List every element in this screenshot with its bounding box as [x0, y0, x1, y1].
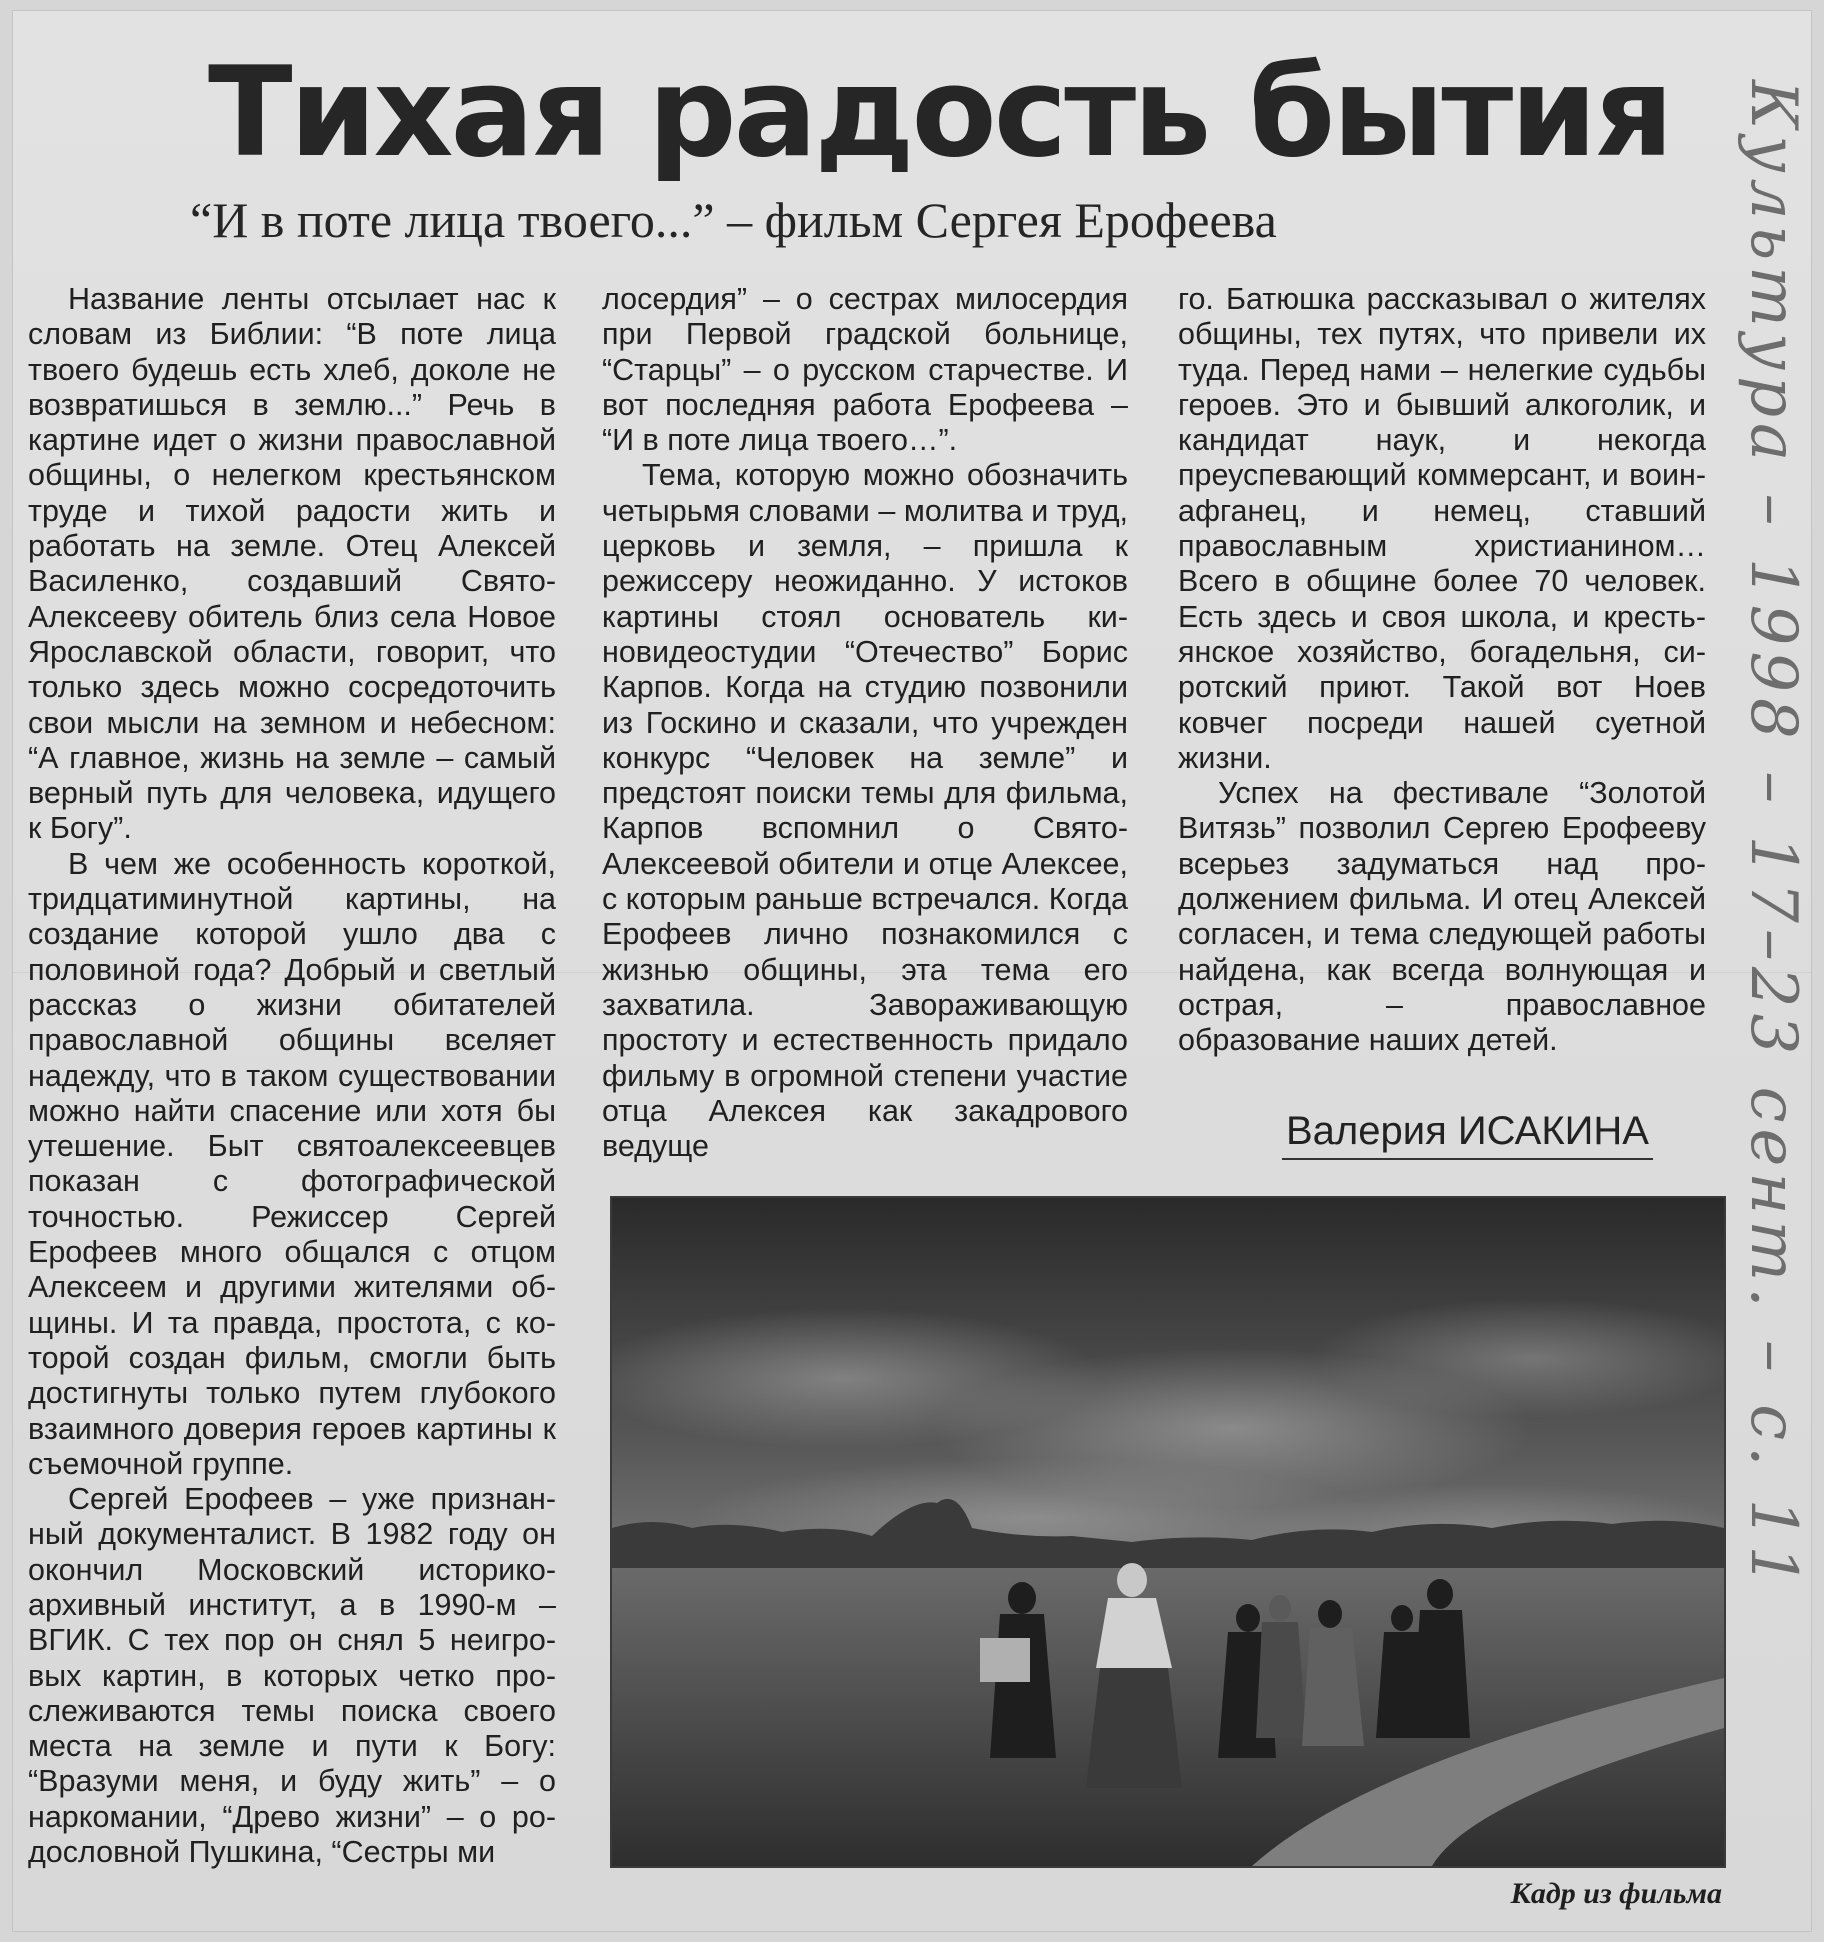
film-still-image	[612, 1198, 1724, 1866]
handwritten-source-note: Культура – 1998 – 17–23 сент. – с. 11	[1736, 80, 1810, 1593]
subheadline: “И в поте лица твоего...” – фильм Сергея Ерофеева	[190, 192, 1277, 248]
paragraph: го. Батюшка рассказывал о жителях общины, тех путях, что привели их туда. Перед нами – нелегкие судьбы героев. Это и бывший алкоголик, и кандидат наук, и некогда преуспевающий коммерсант, и воин-афганец, и немец, ставший православным христианином… Всего в общине более 70 человек. Есть здесь и своя школа, и крестьянское хозяйство, богадельня, сиротский приют. Такой вот Ноев ковчег посреди нашей суетной жизни.	[1178, 282, 1706, 775]
photo-caption: Кадр из фильма	[1510, 1877, 1722, 1910]
article-column-1	[28, 282, 556, 1870]
film-still-photo	[610, 1196, 1726, 1868]
paragraph: лосердия” – о сестрах милосердия при Первой градской больнице, “Старцы” – о русском старчестве. И вот последняя работа Ерофеева – “И в поте лица твоего…”.	[602, 282, 1128, 458]
handwritten-annotation	[1660, 80, 1820, 1593]
paragraph: Успех на фестивале “Золотой Витязь” позволил Сергею Ерофееву всерьез задуматься над продолжением фильма. И отец Алексей согласен, и тема следующей работы найдена, как всегда волнующая и острая, – православное образование наших детей.	[1178, 776, 1706, 1058]
paragraph: Тема, которую можно обозначить четырьмя словами – молитва и труд, церковь и земля, – пришла к режиссеру неожиданно. У истоков картины стоял основатель киновидеостудии “Отечество” Борис Карпов. Когда на студию позвонили из Госкино и сказали, что учрежден конкурс “Человек на земле” и предстоят поиски темы для фильма, Карпов вспомнил о Свято-Алексеевой обители и отце Алексее, с которым раньше встречался. Когда Ерофеев лично познакомился с жизнью общины, эта тема его захватила. Завораживающую простоту и естественность придало фильму в огромной степени участие отца Алексея как закадрового ведуще	[602, 458, 1128, 1164]
paragraph: Название ленты отсылает нас к словам из Библии: “В поте лица твоего будешь есть хлеб, доколе не возвратишься в землю...” Речь в картине идет о жизни православной общины, о нелегком крестьянском труде и тихой радости жить и работать на земле. Отец Алексей Василенко, создавший Свято-Алексееву обитель близ села Новое Ярославской области, говорит, что только здесь можно сосредоточить свои мысли на земном и небесном: “А главное, жизнь на земле – самый верный путь для человека, идущего к Богу”.	[28, 282, 556, 846]
author-byline: Валерия ИСАКИНА	[1282, 1106, 1653, 1160]
paragraph: Сергей Ерофеев – уже признанный документалист. В 1982 году он окончил Московский историко-архивный институт, а в 1990-м – ВГИК. С тех пор он снял 5 неигровых картин, в которых четко прослеживаются темы поиска своего места на земле и пути к Богу: “Вразуми меня, и буду жить” – о наркомании, “Древо жизни” – о родословной Пушкина, “Сестры ми	[28, 1482, 556, 1870]
article-column-2	[602, 282, 1128, 1164]
paragraph: В чем же особенность короткой, тридцатиминутной картины, на создание которой ушло два с половиной года? Добрый и светлый рассказ о жизни обитателей православной общины вселяет надежду, что в таком существовании можно найти спасение или хотя бы утешение. Быт святоалексеевцев показан с фотографической точностью. Режиссер Сергей Ерофеев много общался с отцом Алексеем и другими жителями общины. И та правда, простота, с которой создан фильм, смогли быть достигнуты только путем глубокого взаимного доверия героев картины к съемочной группе.	[28, 846, 556, 1481]
article-column-3	[1178, 282, 1706, 1059]
headline: Тихая радость бытия	[208, 41, 1671, 185]
